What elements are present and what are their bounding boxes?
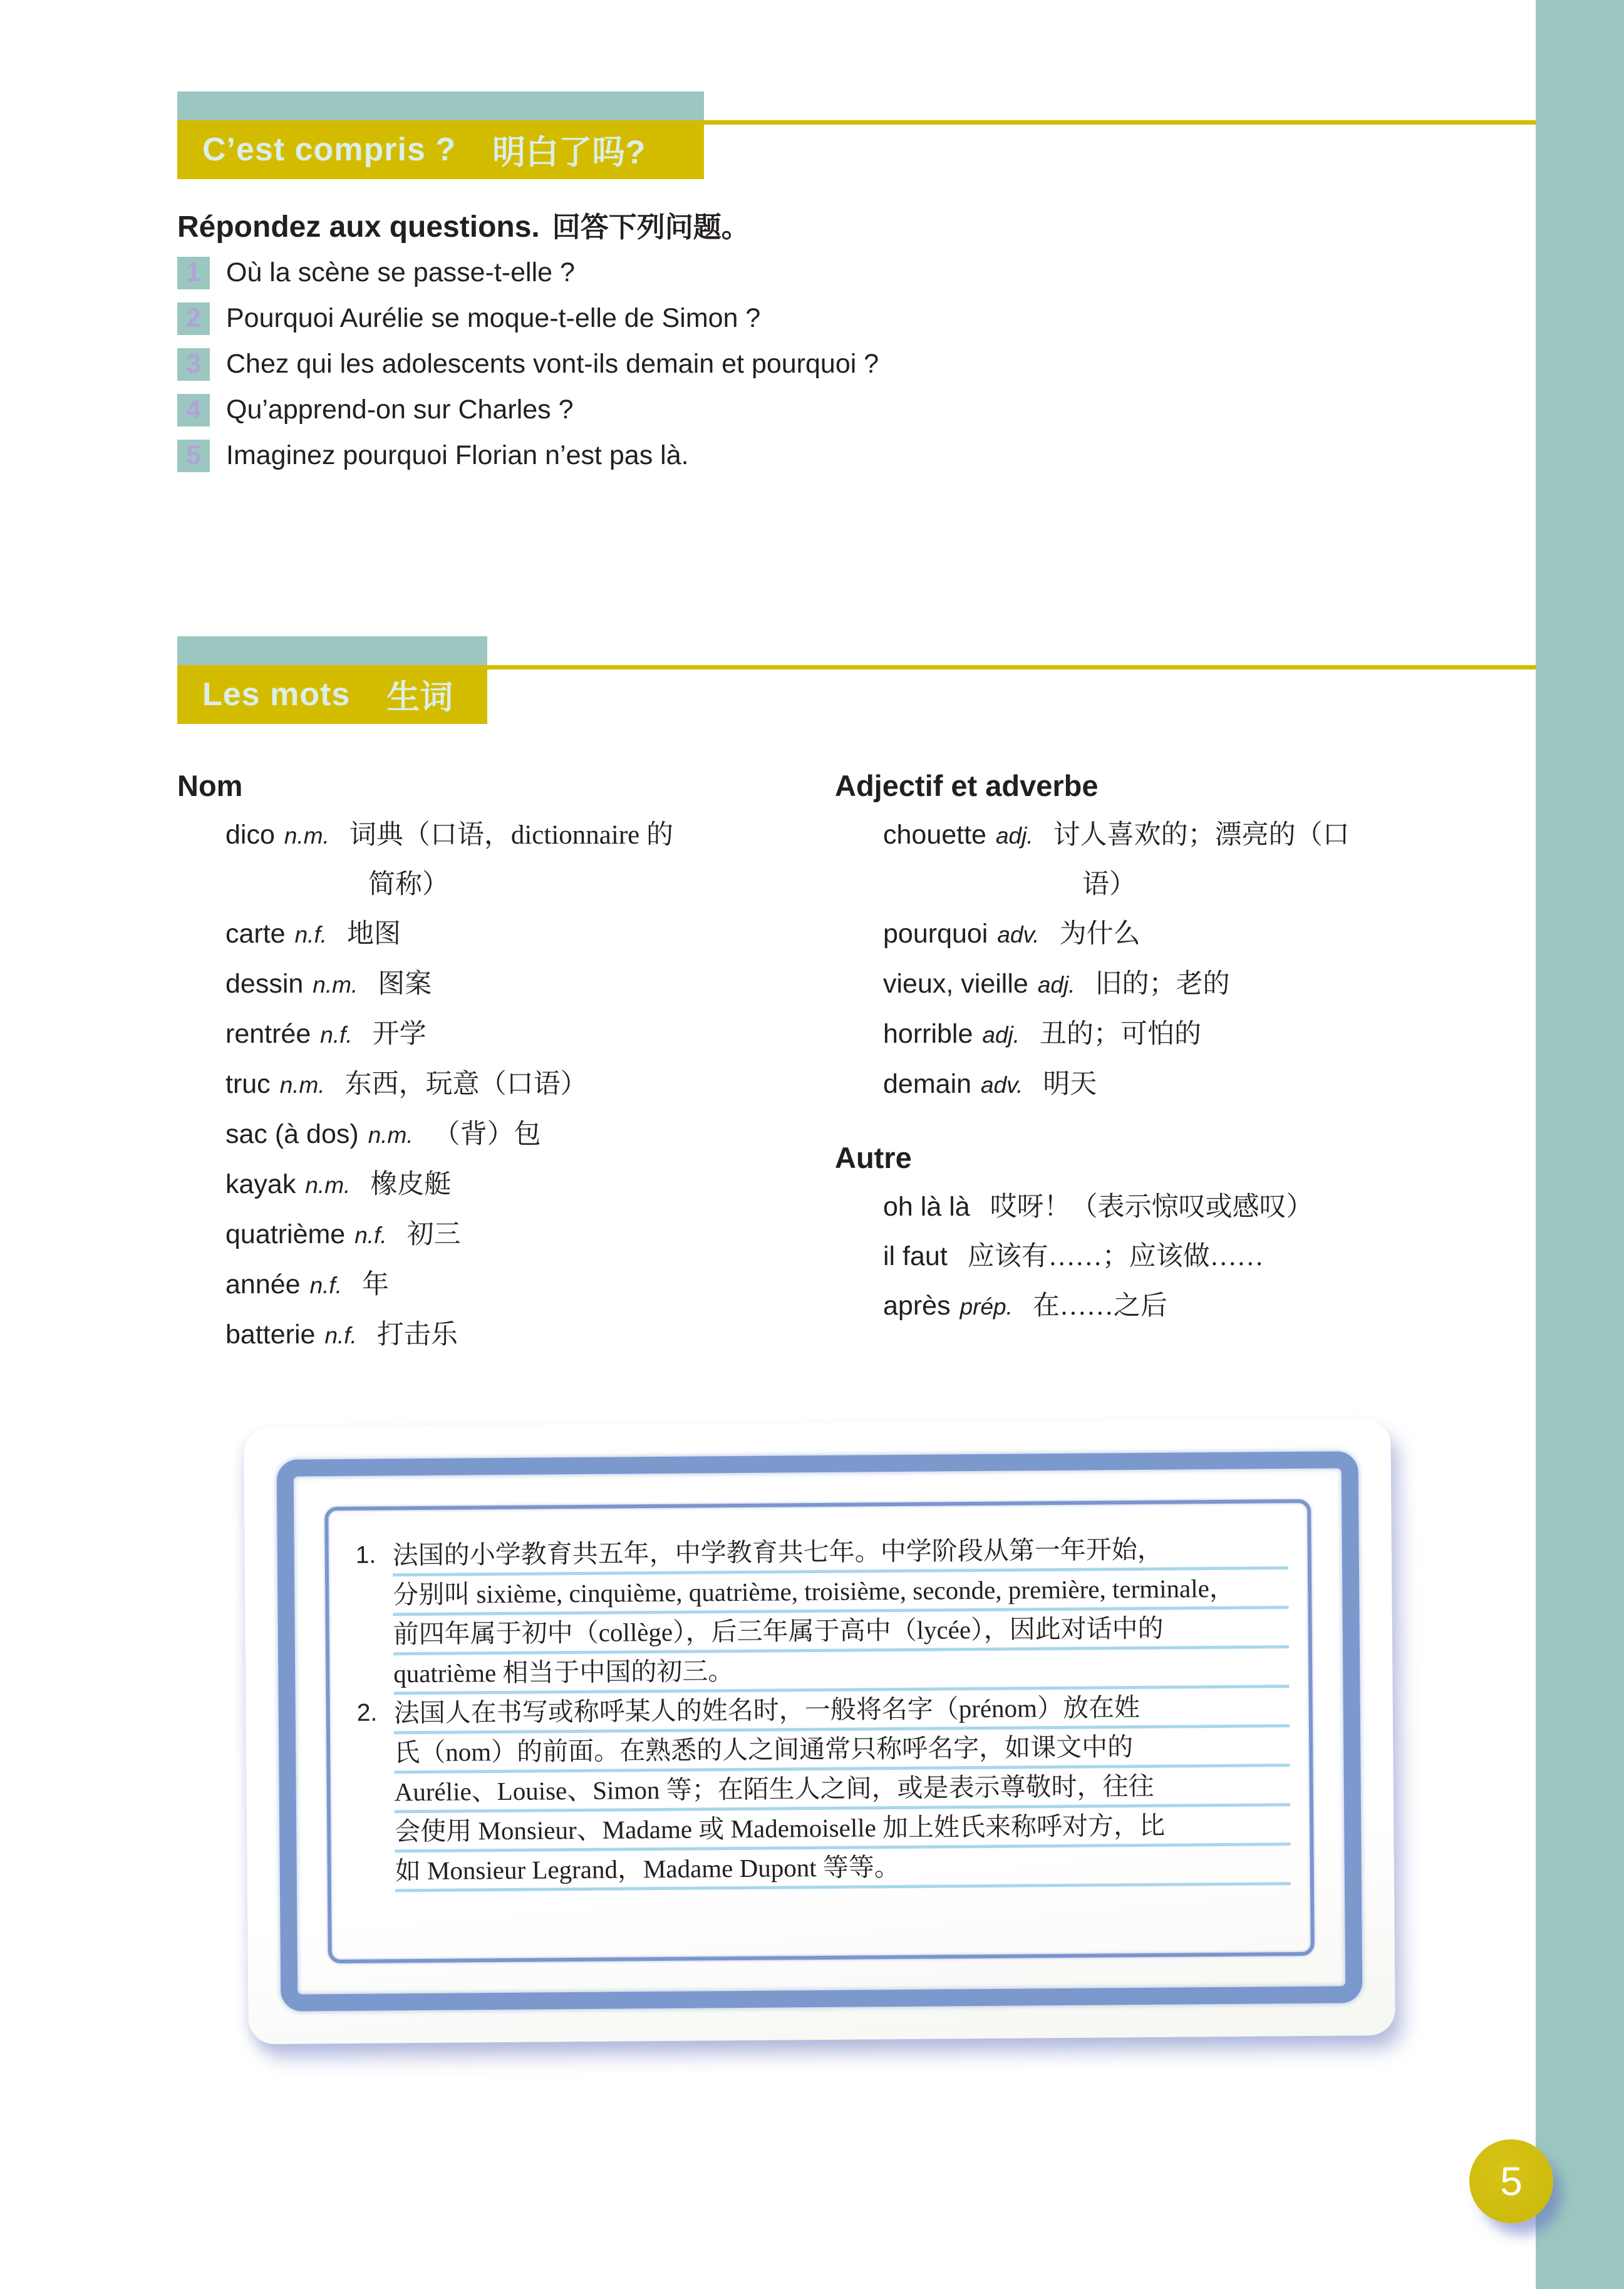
note-line bbox=[395, 1767, 1290, 1813]
vocab-entry bbox=[835, 1281, 1530, 1331]
question-text: Pourquoi Aurélie se moque-t-elle de Simon ? bbox=[226, 303, 761, 333]
vocab-pos: adj. bbox=[982, 1022, 1020, 1048]
vocab-word: chouette bbox=[883, 820, 986, 850]
vocab-def: 年 bbox=[362, 1270, 389, 1300]
notes-card bbox=[244, 1418, 1395, 2044]
vocab-word: pourquoi bbox=[883, 919, 988, 949]
vocab-def-continued: 简称） bbox=[368, 870, 449, 899]
vocab-word: il faut bbox=[883, 1241, 948, 1271]
section-title-zh: 明白了吗? bbox=[492, 134, 646, 171]
section-title-zh: 生词 bbox=[386, 679, 453, 716]
vocab-entry bbox=[177, 1310, 829, 1360]
vocab-pos: n.f. bbox=[320, 1022, 353, 1048]
vocab-pos: n.f. bbox=[324, 1323, 357, 1348]
vocab-entry bbox=[177, 1060, 829, 1110]
vocab-pos: n.m. bbox=[313, 972, 358, 998]
vocab-def: 图案 bbox=[378, 969, 432, 999]
question-row bbox=[177, 387, 879, 433]
vocab-def-continued: 语） bbox=[1082, 870, 1136, 899]
vocab-entry bbox=[835, 1060, 1530, 1110]
vocab-def: 开学 bbox=[372, 1020, 427, 1049]
vocab-word: carte bbox=[225, 919, 286, 949]
instruction-fr: Répondez aux questions. bbox=[177, 210, 540, 244]
question-number-badge bbox=[177, 348, 210, 381]
vocab-entry bbox=[177, 810, 829, 909]
vocab-def: 在……之后 bbox=[1032, 1291, 1167, 1321]
vocab-column-header: Adjectif et adverbe bbox=[835, 769, 1099, 802]
question-row bbox=[177, 341, 879, 387]
note-number: 1. bbox=[355, 1541, 376, 1569]
note-text: quatrième 相当于中国的初三。 bbox=[393, 1656, 734, 1688]
vocab-word: horrible bbox=[883, 1019, 973, 1049]
note-line bbox=[355, 1530, 1288, 1576]
note-text: 氏（nom）的前面。在熟悉的人之间通常只称呼名字，如课文中的 bbox=[394, 1732, 1134, 1767]
question-number-badge bbox=[177, 257, 210, 289]
vocab-entry bbox=[177, 1260, 829, 1310]
vocab-pos: n.m. bbox=[279, 1072, 325, 1098]
instruction-line bbox=[177, 204, 750, 245]
note-number: 2. bbox=[356, 1699, 378, 1727]
note-text: 如 Monsieur Legrand，Madame Dupont 等等。 bbox=[395, 1852, 901, 1886]
question-number-badge bbox=[177, 302, 210, 335]
right-edge-bar bbox=[1536, 0, 1624, 2289]
section-header-mots bbox=[177, 636, 487, 724]
section-title-fr: Les mots bbox=[202, 676, 351, 713]
header-rule-line bbox=[487, 665, 1536, 669]
vocab-def: 旧的；老的 bbox=[1095, 969, 1230, 999]
vocab-def: 为什么 bbox=[1059, 919, 1140, 949]
vocab-word: rentrée bbox=[225, 1019, 311, 1049]
vocab-def: 打击乐 bbox=[376, 1320, 458, 1350]
vocab-entry bbox=[177, 909, 829, 959]
questions-list bbox=[177, 250, 879, 478]
vocab-pos: n.f. bbox=[294, 922, 328, 948]
question-text: Où la scène se passe-t-elle ? bbox=[226, 257, 575, 287]
vocab-def: 地图 bbox=[347, 919, 401, 949]
vocab-entry bbox=[177, 1010, 829, 1060]
vocab-pos: n.m. bbox=[368, 1122, 413, 1148]
question-number-badge bbox=[177, 440, 210, 472]
vocab-pos: n.m. bbox=[305, 1172, 351, 1198]
vocab-entry bbox=[835, 1010, 1530, 1060]
vocab-word: dico bbox=[225, 820, 275, 850]
note-line bbox=[393, 1609, 1289, 1655]
vocab-column-header: Autre bbox=[835, 1141, 912, 1174]
vocab-entry bbox=[177, 1110, 829, 1160]
vocab-pos: n.f. bbox=[309, 1273, 342, 1298]
vocab-def: 讨人喜欢的；漂亮的（口 bbox=[1053, 820, 1350, 850]
vocab-word: batterie bbox=[225, 1320, 316, 1350]
note-line bbox=[356, 1688, 1290, 1734]
vocab-entry bbox=[835, 909, 1530, 959]
question-number: 4 bbox=[186, 395, 201, 425]
section-title-fr: C’est compris ? bbox=[202, 132, 457, 168]
vocab-word: sac (à dos) bbox=[225, 1119, 359, 1149]
header-rule-line bbox=[704, 120, 1536, 125]
note-text: 法国人在书写或称呼某人的姓名时，一般将名字（prénom）放在姓 bbox=[393, 1692, 1140, 1728]
question-number-badge bbox=[177, 394, 210, 426]
question-number: 1 bbox=[186, 257, 201, 287]
vocab-word: après bbox=[883, 1291, 951, 1321]
vocab-column-adj-autre bbox=[835, 762, 1530, 1331]
vocab-def: 橡皮艇 bbox=[370, 1170, 452, 1199]
vocab-def: 东西，玩意（口语） bbox=[344, 1070, 587, 1099]
note-line bbox=[393, 1648, 1289, 1695]
vocab-pos: adv. bbox=[997, 922, 1040, 948]
vocab-pos: n.m. bbox=[284, 823, 329, 849]
question-row bbox=[177, 250, 879, 296]
vocab-entry bbox=[177, 1160, 829, 1210]
page-number: 5 bbox=[1500, 2159, 1523, 2204]
vocab-def: 丑的；可怕的 bbox=[1040, 1020, 1202, 1049]
question-row bbox=[177, 433, 879, 478]
note-text: 会使用 Monsieur、Madame 或 Mademoiselle 加上姓氏来称呼对方，比 bbox=[395, 1811, 1166, 1846]
page-number-badge bbox=[1469, 2139, 1553, 2223]
note-text: 法国的小学教育共五年，中学教育共七年。中学阶段从第一年开始， bbox=[392, 1534, 1163, 1570]
notes-list bbox=[355, 1530, 1291, 1892]
header-title-strip bbox=[177, 665, 487, 724]
vocab-column-nom bbox=[177, 762, 829, 1360]
question-number: 5 bbox=[186, 440, 201, 470]
vocab-word: vieux, vieille bbox=[883, 969, 1028, 999]
question-text: Imaginez pourquoi Florian n’est pas là. bbox=[226, 440, 689, 470]
vocab-pos: n.f. bbox=[354, 1222, 387, 1248]
question-text: Chez qui les adolescents vont-ils demain et pourquoi ? bbox=[226, 349, 879, 379]
vocab-entry bbox=[835, 1232, 1530, 1281]
question-number: 3 bbox=[186, 349, 201, 379]
vocab-word: dessin bbox=[225, 969, 304, 999]
vocab-entry bbox=[177, 1210, 829, 1260]
question-number: 2 bbox=[186, 303, 201, 333]
instruction-zh: 回答下列问题。 bbox=[552, 212, 750, 243]
vocab-def: 应该有……；应该做…… bbox=[967, 1242, 1264, 1271]
vocab-pos: adv. bbox=[981, 1072, 1023, 1098]
vocab-def: 明天 bbox=[1043, 1070, 1097, 1099]
note-line bbox=[393, 1569, 1288, 1616]
vocab-word: truc bbox=[225, 1069, 271, 1099]
note-line bbox=[395, 1806, 1290, 1852]
vocab-pos: adj. bbox=[1037, 972, 1075, 998]
vocab-word: année bbox=[225, 1269, 301, 1300]
section-header-compris bbox=[177, 91, 704, 179]
vocab-word: demain bbox=[883, 1069, 972, 1099]
vocab-def: 词典（口语，dictionnaire 的 bbox=[349, 820, 673, 850]
header-teal-strip bbox=[177, 636, 487, 665]
vocab-def: （背）包 bbox=[433, 1120, 541, 1149]
note-text: Aurélie、Louise、Simon 等；在陌生人之间，或是表示尊敬时，往往 bbox=[394, 1771, 1154, 1807]
note-line bbox=[394, 1727, 1290, 1774]
vocab-entry bbox=[835, 810, 1530, 909]
vocab-word: quatrième bbox=[225, 1219, 346, 1249]
question-text: Qu’apprend-on sur Charles ? bbox=[226, 395, 574, 425]
vocab-entry bbox=[835, 959, 1530, 1010]
vocab-word: oh là là bbox=[883, 1192, 970, 1222]
vocab-pos: adj. bbox=[995, 823, 1033, 849]
vocab-def: 初三 bbox=[406, 1220, 461, 1249]
note-text: 分别叫 sixième, cinquième, quatrième, troisième, seconde, première, terminale， bbox=[393, 1573, 1235, 1610]
vocab-entry bbox=[177, 959, 829, 1010]
note-line bbox=[395, 1846, 1291, 1892]
vocab-def: 哎呀！（表示惊叹或感叹） bbox=[990, 1192, 1313, 1222]
question-row bbox=[177, 296, 879, 341]
vocab-column-header: Nom bbox=[177, 769, 243, 802]
note-text: 前四年属于初中（collège），后三年属于高中（lycée），因此对话中的 bbox=[393, 1613, 1164, 1649]
header-teal-strip bbox=[177, 91, 704, 120]
vocab-pos: prép. bbox=[959, 1294, 1013, 1320]
header-title-strip bbox=[177, 120, 704, 179]
vocab-word: kayak bbox=[225, 1169, 296, 1199]
vocab-entry bbox=[835, 1182, 1530, 1232]
